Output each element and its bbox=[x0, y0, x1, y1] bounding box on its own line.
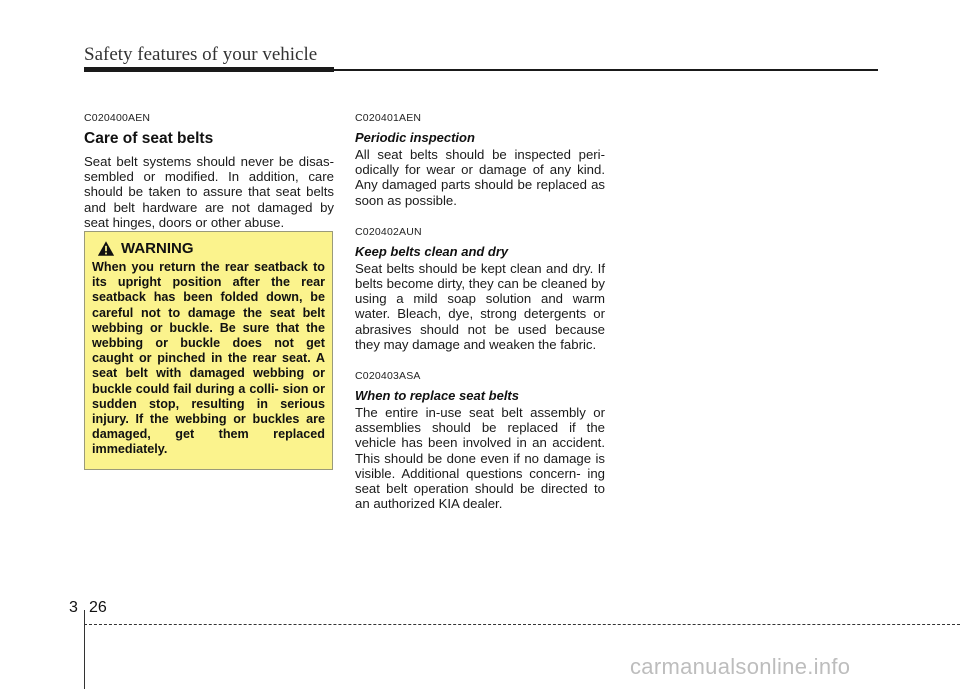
section-code: C020402AUN bbox=[355, 225, 422, 238]
section-subheading: When to replace seat belts bbox=[355, 388, 519, 404]
section-code: C020401AEN bbox=[355, 112, 422, 124]
section-keep-belts-clean bbox=[355, 226, 605, 352]
section-subheading: Keep belts clean and dry bbox=[355, 243, 509, 259]
section-code: C020403ASA bbox=[355, 370, 421, 383]
section-body: The entire in-use seat belt assembly or assemblies should be replaced if the vehicle has been involved in an accident. This should be done even if no damage is visible. Additional questions concern- ing seat belt operation should be directed to an authorized KIA dealer. bbox=[355, 405, 605, 512]
warning-text: When you return the rear seatback to its upright position after the rear seatback has been folded down, be careful not to damage the seat belt webbing or buckle. Be sure that the webbing or buckle does not get caught or pinched in the rear seat. A seat belt with damaged webbing or buckle could fail during a colli- sion or sudden stop, resulting in serious injury. If the webbing or buckles are damaged, get them replaced immediately. bbox=[92, 260, 325, 457]
section-body: Seat belts should be kept clean and dry. If belts become dirty, they can be cleaned by using a mild soap solution and warm water. Bleach, dye, strong detergents or abrasives should not be used because they may damage and weaken the fabric. bbox=[355, 260, 605, 352]
section-body: Seat belt systems should never be disas- sembled or modified. In addition, care should be taken to assure that seat belts and belt hardware are not damaged by seat hinges, doors or other abuse. bbox=[84, 154, 334, 230]
section-when-to-replace bbox=[355, 370, 605, 511]
watermark: carmanualsonline.info bbox=[630, 654, 851, 679]
section-subheading: Periodic inspection bbox=[355, 130, 475, 145]
warning-title: WARNING bbox=[121, 240, 194, 257]
section-periodic-inspection bbox=[355, 112, 605, 208]
header-rule-thin bbox=[334, 69, 878, 71]
section-body: All seat belts should be inspected peri- odically for wear or damage of any kind. Any damaged parts should be replaced as soon as possible. bbox=[355, 147, 605, 208]
header-rule-thick bbox=[84, 67, 334, 72]
right-column bbox=[355, 108, 605, 529]
warning-box bbox=[84, 231, 333, 470]
footer-rule bbox=[84, 624, 960, 625]
footer-vertical-rule bbox=[84, 610, 85, 689]
section-heading: Care of seat belts bbox=[84, 130, 214, 147]
chapter-number: 3 bbox=[69, 599, 78, 616]
warning-title-row bbox=[97, 240, 325, 257]
page-number: 26 bbox=[89, 599, 107, 616]
section-code: C020400AEN bbox=[84, 112, 151, 124]
page-header-title: Safety features of your vehicle bbox=[84, 44, 318, 65]
left-column bbox=[84, 108, 334, 230]
warning-triangle-icon bbox=[97, 240, 115, 257]
